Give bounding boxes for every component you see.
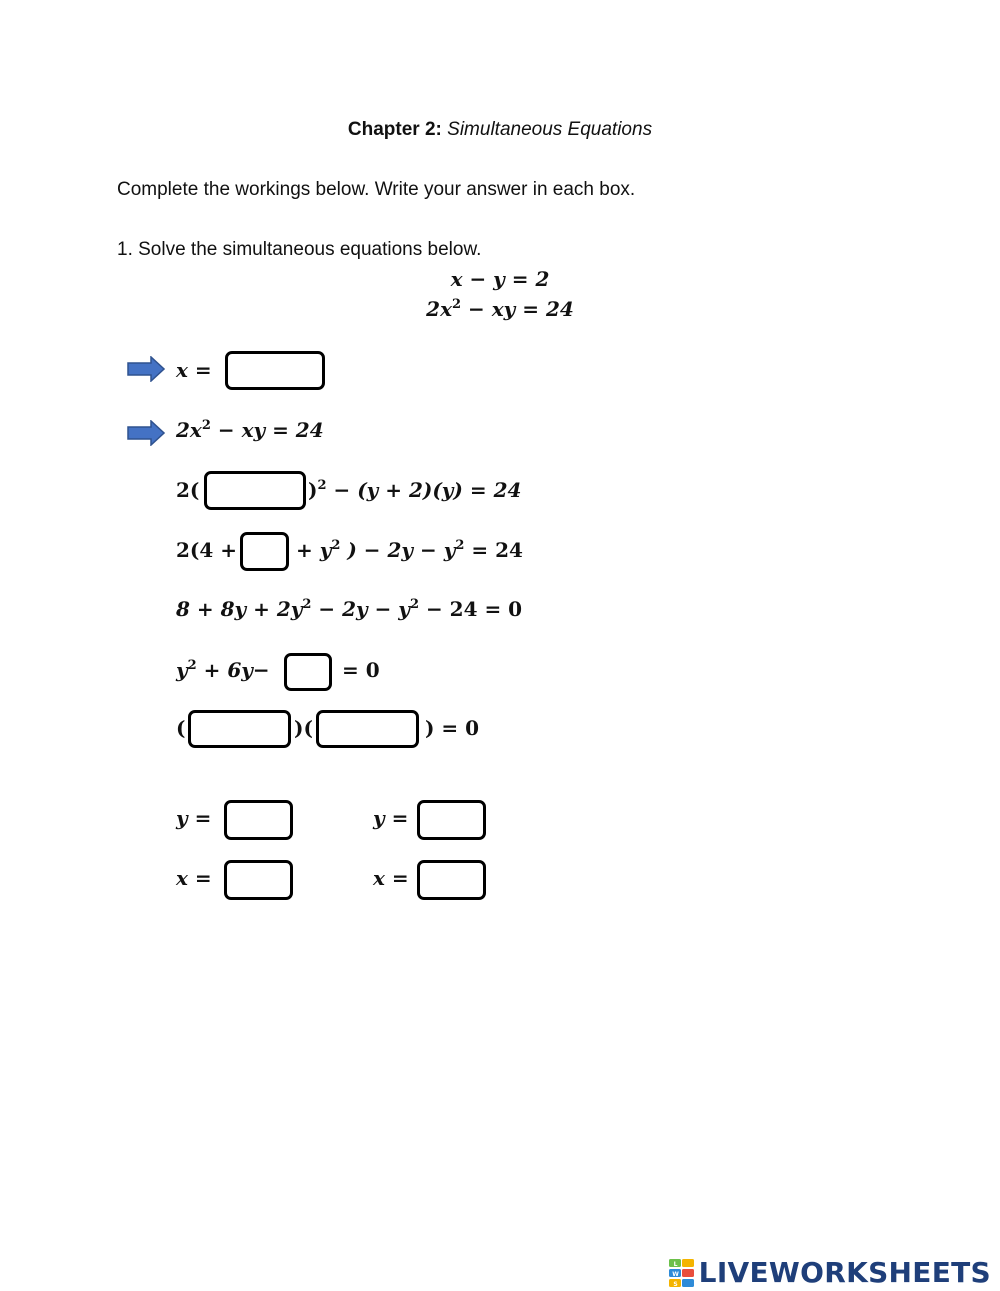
equation-2: $2x^2$ − xy = 24 [426,297,574,321]
step-7-mid: )( [294,716,313,740]
step-3-start: 2( [176,478,200,502]
x-answer-label-1: x = [176,866,212,890]
x-answer-label-2: x = [373,866,409,890]
answer-box-expansion-term[interactable] [240,532,289,571]
logo-squares-icon [669,1259,695,1287]
question-prompt: 1. Solve the simultaneous equations below. [117,239,482,260]
instructions: Complete the workings below. Write your answer in each box. [117,179,636,200]
liveworksheets-logo [669,1256,991,1289]
page-title [0,119,1000,141]
step-6-start: $y^2 + 6y-$ [176,658,270,682]
answer-box-x-expression[interactable] [225,351,325,390]
logo-text: LIVEWORKSHEETS [698,1256,991,1289]
answer-box-factor-1[interactable] [188,710,291,748]
step-6-end: = 0 [342,658,380,682]
arrow-right-icon [127,420,165,446]
chapter-label: Chapter 2: [347,119,442,140]
answer-box-substitution[interactable] [204,471,306,510]
step-4-start: 2(4 + [176,538,238,562]
step-5-equation: $8 + 8y + 2y^2 - 2y - y^2 - 24 = 0$ [176,597,523,621]
answer-box-x-2[interactable] [417,860,486,900]
step-3-end: )$^2$ − (y + 2)(y) = 24 [308,478,522,502]
answer-box-y-2[interactable] [417,800,486,840]
answer-box-y-1[interactable] [224,800,293,840]
equation-1: x − y = 2 [450,267,550,291]
logo-letter-s: S [673,1280,678,1287]
step-7-open: ( [176,716,186,740]
step-1-label: x = [176,358,212,382]
logo-letter-w: W [671,1270,679,1278]
step-4-end: + $y^2$ ) − $2y - y^2 = 24$ [296,538,523,562]
chapter-title: Simultaneous Equations [447,119,653,140]
step-2-equation: $2x^2$ − xy = 24 [176,418,324,442]
answer-box-constant[interactable] [284,653,332,691]
step-7-close: ) = 0 [425,716,480,740]
logo-letter-l: L [673,1260,678,1268]
y-answer-label-1: y = [176,806,212,830]
answer-box-x-1[interactable] [224,860,293,900]
y-answer-label-2: y = [373,806,409,830]
arrow-right-icon [127,356,165,382]
answer-box-factor-2[interactable] [316,710,419,748]
